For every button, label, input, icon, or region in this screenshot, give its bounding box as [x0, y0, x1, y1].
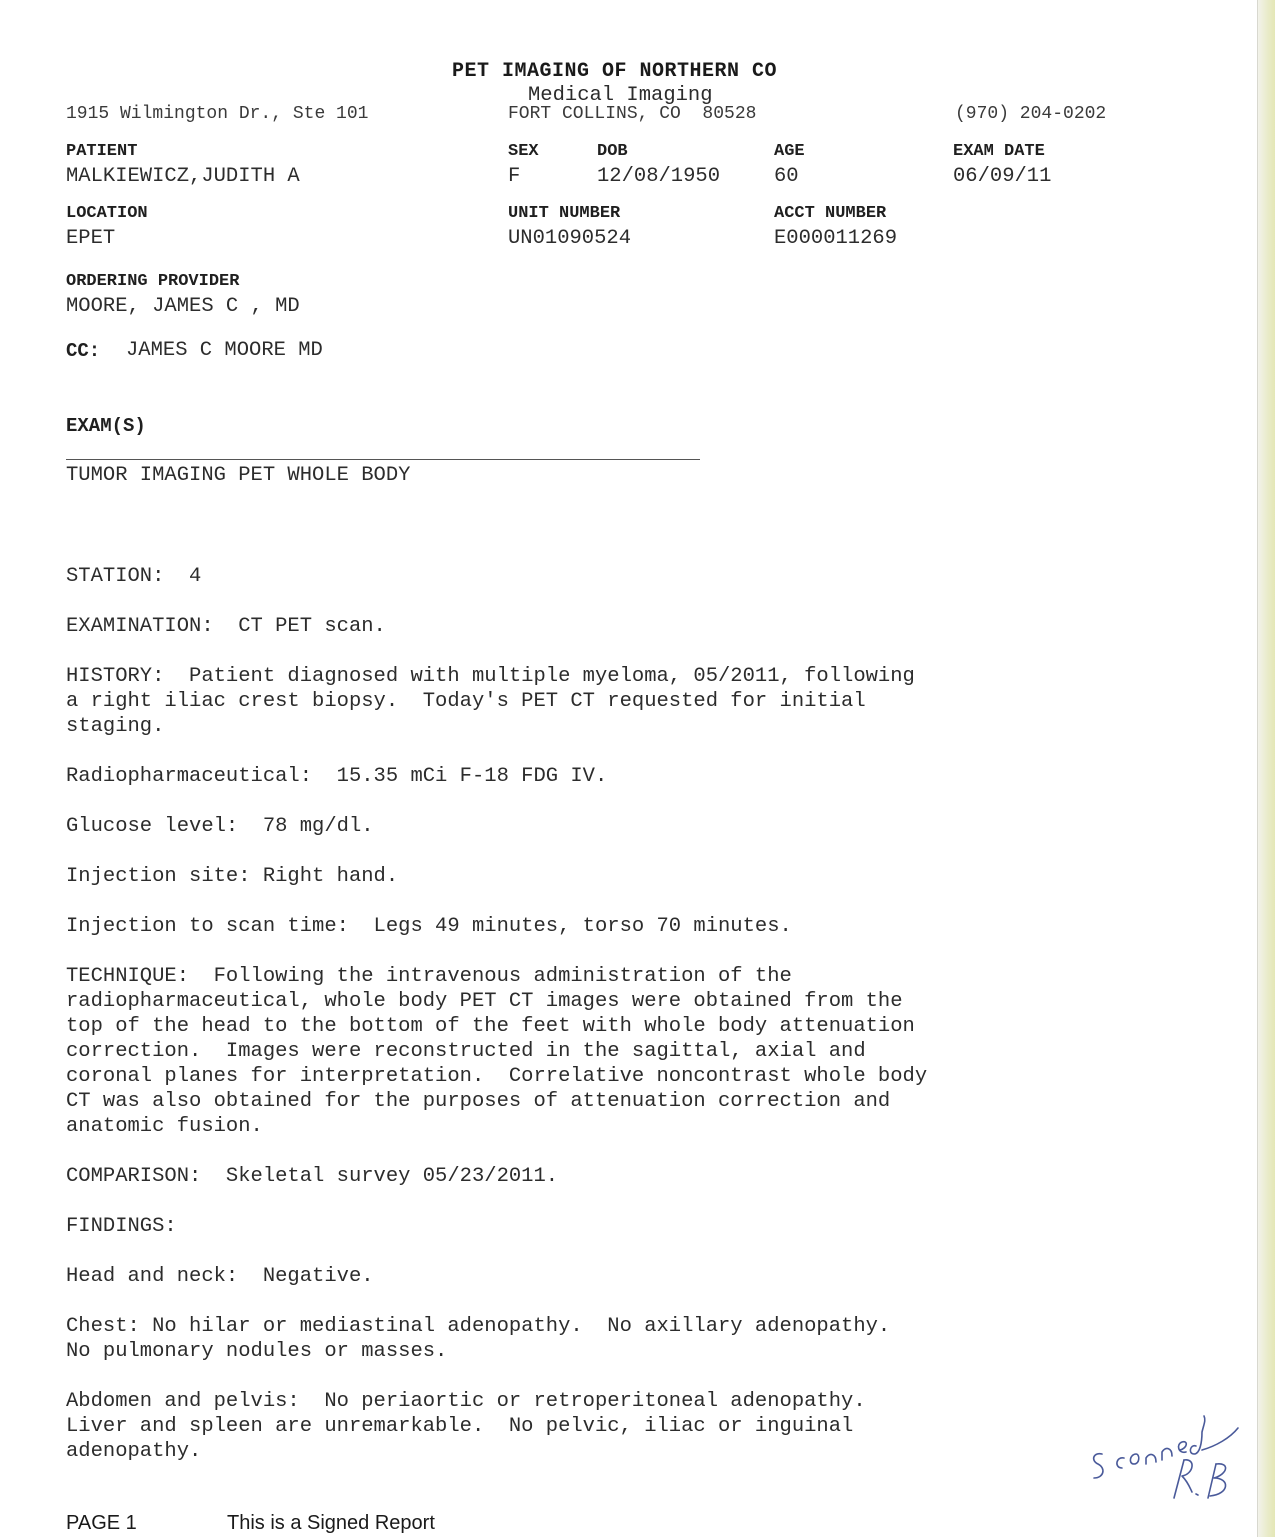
- head-neck-line: Head and neck: Negative.: [66, 1265, 374, 1288]
- exam-date-label: EXAM DATE: [953, 142, 1045, 161]
- exam-item: TUMOR IMAGING PET WHOLE BODY: [66, 464, 411, 487]
- history-paragraph: HISTORY: Patient diagnosed with multiple myeloma, 05/2011, following a right iliac crest biopsy. Today's PET CT requested for initial staging.: [66, 665, 915, 738]
- exam-date-value: 06/09/11: [953, 165, 1052, 188]
- injection-time-line: Injection to scan time: Legs 49 minutes, torso 70 minutes.: [66, 915, 792, 938]
- exams-divider: [66, 459, 700, 460]
- acct-number-label: ACCT NUMBER: [774, 204, 887, 223]
- cc-label: CC:: [66, 340, 101, 362]
- location-value: EPET: [66, 227, 116, 250]
- examination-line: EXAMINATION: CT PET scan.: [66, 615, 386, 638]
- scan-edge: [1257, 0, 1275, 1537]
- exams-label: EXAM(S): [66, 415, 146, 437]
- signed-report-note: This is a Signed Report: [227, 1512, 435, 1534]
- age-value: 60: [774, 165, 799, 188]
- sex-value: F: [508, 165, 521, 188]
- patient-value: MALKIEWICZ,JUDITH A: [66, 165, 300, 188]
- unit-number-label: UNIT NUMBER: [508, 204, 621, 223]
- page-number: PAGE 1: [66, 1512, 137, 1534]
- ordering-provider-value: MOORE, JAMES C , MD: [66, 295, 300, 318]
- unit-number-value: UN01090524: [508, 227, 632, 250]
- station-line: STATION: 4: [66, 565, 202, 588]
- handwritten-scanned-signature: [1080, 1402, 1260, 1522]
- ordering-provider-label: ORDERING PROVIDER: [66, 272, 240, 291]
- org-phone: (970) 204-0202: [955, 104, 1107, 124]
- dob-value: 12/08/1950: [597, 165, 721, 188]
- org-name: PET IMAGING OF NORTHERN CO: [452, 60, 778, 83]
- sex-label: SEX: [508, 142, 539, 161]
- abdomen-paragraph: Abdomen and pelvis: No periaortic or retroperitoneal adenopathy. Liver and spleen are unremarkable. No pelvic, iliac or inguinal adenopathy.: [66, 1390, 866, 1463]
- org-subtitle: Medical Imaging: [528, 84, 713, 107]
- findings-heading: FINDINGS:: [66, 1215, 177, 1238]
- chest-paragraph: Chest: No hilar or mediastinal adenopathy. No axillary adenopathy. No pulmonary nodules or masses.: [66, 1315, 891, 1363]
- org-address: 1915 Wilmington Dr., Ste 101: [66, 104, 369, 124]
- radiopharmaceutical-line: Radiopharmaceutical: 15.35 mCi F-18 FDG IV.: [66, 765, 608, 788]
- acct-number-value: E000011269: [774, 227, 898, 250]
- patient-label: PATIENT: [66, 142, 138, 161]
- age-label: AGE: [774, 142, 805, 161]
- technique-paragraph: TECHNIQUE: Following the intravenous administration of the radiopharmaceutical, whole body PET CT images were obtained from the top of the head to the bottom of the feet with whole body attenuation correction. Images were reconstructed in the sagittal, axial and coronal planes for interpretation. Correlative noncontrast whole body CT was also obtained for the purposes of attenuation correction and anatomic fusion.: [66, 965, 928, 1138]
- injection-site-line: Injection site: Right hand.: [66, 865, 399, 888]
- dob-label: DOB: [597, 142, 628, 161]
- glucose-line: Glucose level: 78 mg/dl.: [66, 815, 374, 838]
- org-city: FORT COLLINS, CO 80528: [508, 104, 757, 124]
- scan-edge-line: [1257, 0, 1258, 1537]
- location-label: LOCATION: [66, 204, 148, 223]
- comparison-line: COMPARISON: Skeletal survey 05/23/2011.: [66, 1165, 559, 1188]
- cc-value: JAMES C MOORE MD: [126, 339, 323, 362]
